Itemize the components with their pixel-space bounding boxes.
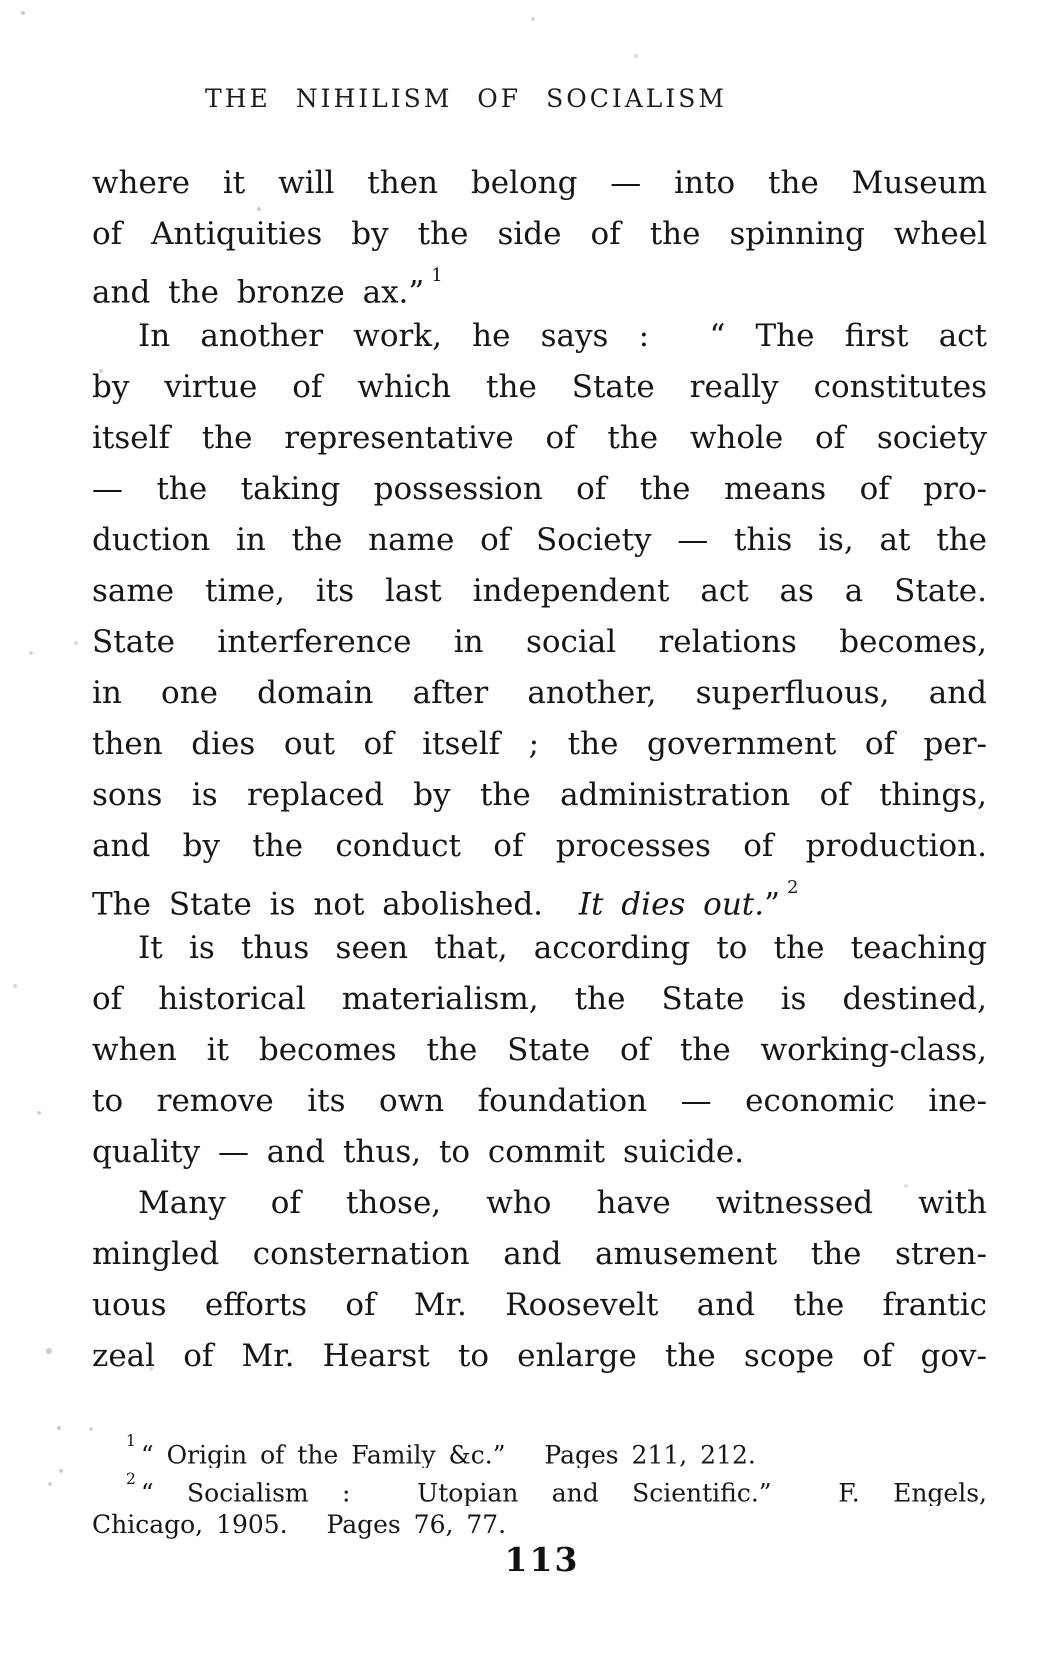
footnote-line (92, 1506, 987, 1544)
text-line: when it becomes the State of the working-class, (92, 1032, 987, 1068)
text-line: zeal of Mr. Hearst to enlarge the scope of gov- (92, 1338, 987, 1374)
page-number: 113 (504, 1540, 580, 1579)
line-text: quality — and thus, to commit suicide. (92, 1134, 745, 1170)
text-line: to remove its own foundation — economic ine- (92, 1083, 987, 1119)
line-text: and the bronze ax.” (92, 274, 425, 311)
text-line (92, 872, 987, 923)
footnote-text: “ Origin of the Family &c.” Pages 211, 212. (140, 1440, 756, 1468)
footnote-marker: 1 (126, 1432, 136, 1451)
footnote-text: “ Socialism : Utopian and Scientific.” F. Engels, (140, 1478, 987, 1506)
footnote-text: Chicago, 1905. Pages 76, 77. (92, 1510, 507, 1539)
footnote-ref: 2 (786, 877, 799, 899)
text-line: by virtue of which the State really constitutes (92, 369, 987, 405)
text-line: in one domain after another, superfluous, and (92, 675, 987, 711)
scan-noise (0, 0, 2, 2)
body-text (92, 158, 987, 1382)
line-text: The State is not abolished. (92, 886, 579, 923)
text-line: itself the representative of the whole of society (92, 420, 987, 456)
italic-phrase: It dies out. (578, 886, 765, 923)
text-line: duction in the name of Society — this is, at the (92, 522, 987, 558)
text-line (92, 1127, 987, 1178)
text-line: sons is replaced by the administration of things, (92, 777, 987, 813)
text-line: It is thus seen that, according to the teaching (138, 930, 987, 966)
text-line: same time, its last independent act as a State. (92, 573, 987, 609)
text-line: mingled consternation and amusement the stren- (92, 1236, 987, 1272)
text-line: of Antiquities by the side of the spinning wheel (92, 216, 987, 252)
text-line: — the taking possession of the means of pro- (92, 471, 987, 507)
footnotes (92, 1430, 987, 1544)
text-line: where it will then belong — into the Museum (92, 165, 987, 201)
text-line: then dies out of itself ; the government of per- (92, 726, 987, 762)
footnote-line (92, 1468, 987, 1506)
footnote-line (92, 1430, 987, 1468)
footnote-marker: 2 (126, 1470, 136, 1489)
text-line: State interference in social relations becomes, (92, 624, 987, 660)
text-line: Many of those, who have witnessed with (138, 1185, 987, 1221)
text-line: and by the conduct of processes of production. (92, 828, 987, 864)
close-quote: ” (764, 886, 780, 923)
text-line: uous efforts of Mr. Roosevelt and the frantic (92, 1287, 987, 1323)
running-header: THE NIHILISM OF SOCIALISM (205, 84, 727, 113)
text-line (92, 260, 987, 311)
text-line: of historical materialism, the State is destined, (92, 981, 987, 1017)
text-line: In another work, he says : “ The first act (138, 318, 987, 354)
footnote-ref: 1 (431, 265, 443, 287)
